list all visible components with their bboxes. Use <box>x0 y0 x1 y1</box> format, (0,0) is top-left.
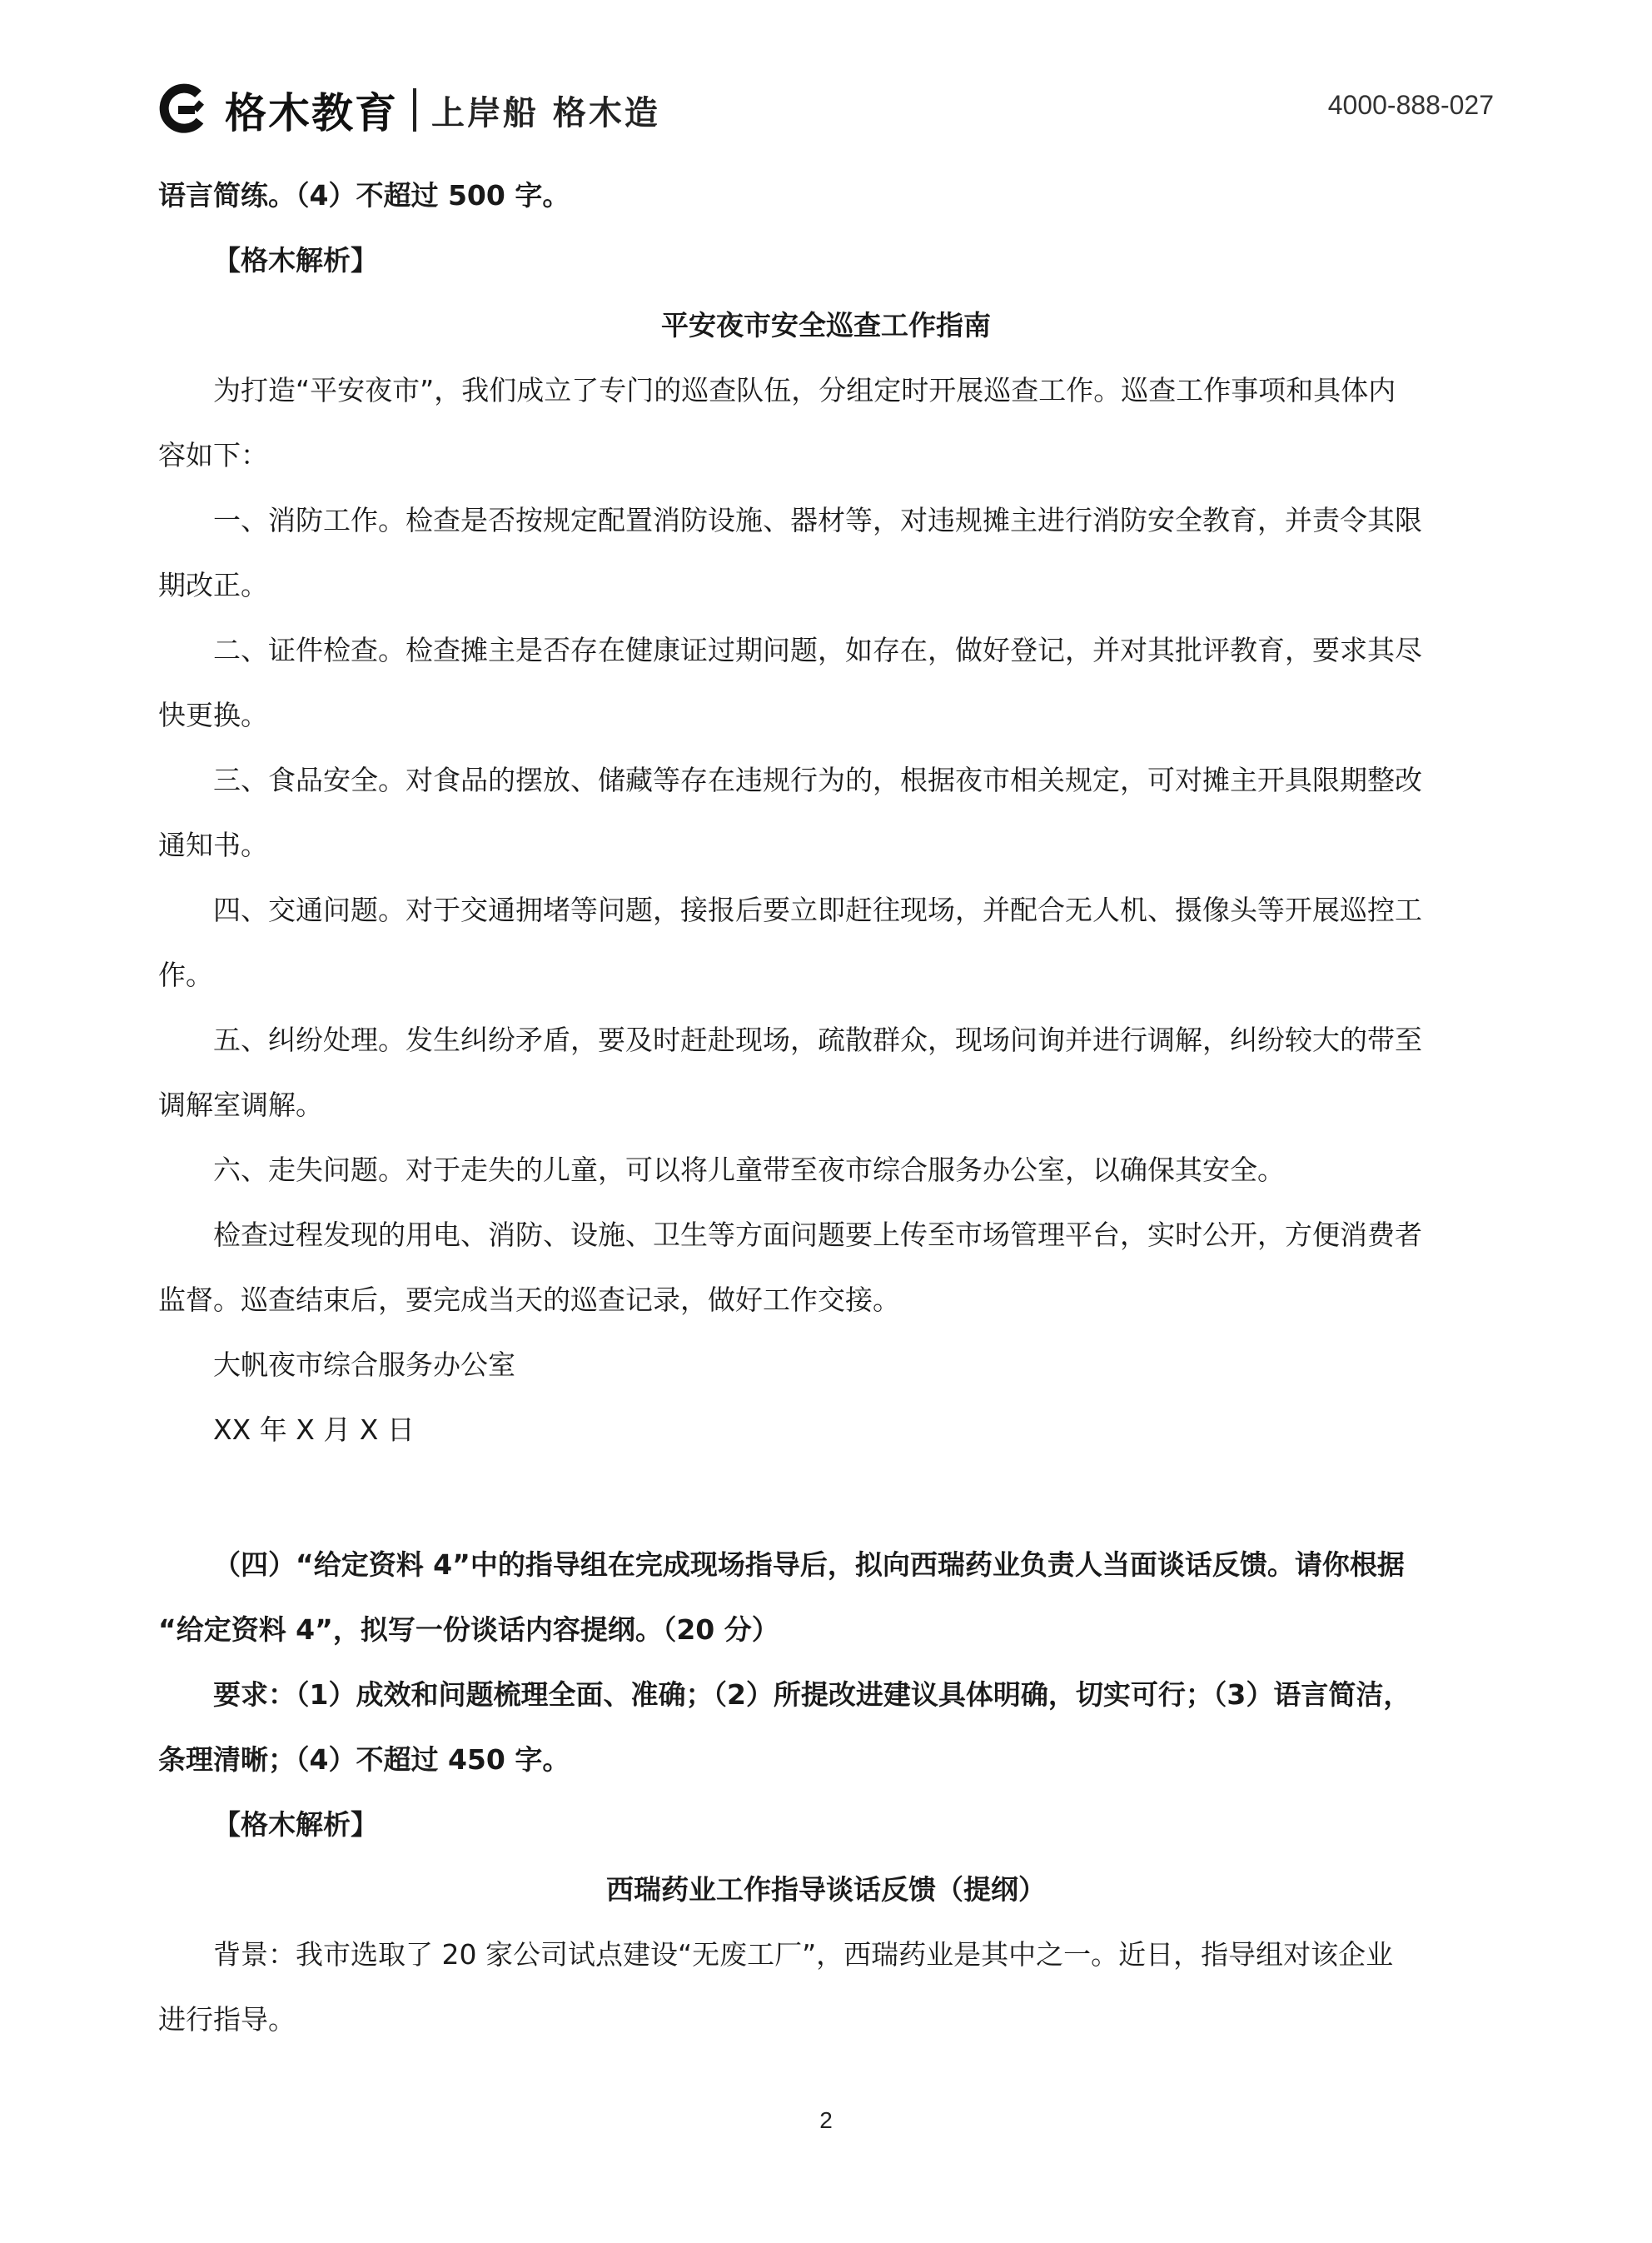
signature-date: XX 年 X 月 X 日 <box>213 1413 415 1446</box>
paragraph-line: 二、证件检查。检查摊主是否存在健康证过期问题，如存在，做好登记，并对其批评教育，要求其尽 <box>213 634 1422 666</box>
paragraph-line: 六、走失问题。对于走失的儿童，可以将儿童带至夜市综合服务办公室，以确保其安全。 <box>213 1154 1285 1186</box>
question-line: “给定资料 4”，拟写一份谈话内容提纲。（20 分） <box>158 1613 779 1646</box>
paragraph-line: 调解室调解。 <box>158 1089 323 1121</box>
paragraph-line: 通知书。 <box>158 829 268 861</box>
gemu-logo-icon <box>158 82 213 137</box>
question-line: （四）“给定资料 4”中的指导组在完成现场指导后，拟向西瑞药业负责人当面谈话反馈。请你根据 <box>213 1548 1405 1581</box>
page-header <box>0 0 1652 167</box>
paragraph-line: 进行指导。 <box>158 2003 296 2036</box>
document-body <box>158 163 1494 2052</box>
brand-slogan: 上岸船 格木造 <box>431 92 660 132</box>
brand-divider <box>413 88 416 132</box>
requirement-line: 要求：（1）成效和问题梳理全面、准确；（2）所提改进建议具体明确，切实可行；（3）语言简洁， <box>213 1678 1411 1711</box>
brand-name: 格木教育 <box>225 89 398 137</box>
paragraph-line: 期改正。 <box>158 569 268 601</box>
paragraph-line: 检查过程发现的用电、消防、设施、卫生等方面问题要上传至市场管理平台，实时公开，方便消费者 <box>213 1219 1422 1251</box>
paragraph-line: 五、纠纷处理。发生纠纷矛盾，要及时赶赴现场，疏散群众，现场问询并进行调解，纠纷较大的带至 <box>213 1024 1422 1056</box>
signature-org: 大帆夜市综合服务办公室 <box>213 1348 515 1381</box>
paragraph-line: 容如下： <box>158 439 268 471</box>
requirement-line: 条理清晰；（4）不超过 450 字。 <box>158 1743 570 1776</box>
requirement-tail: 语言简练。（4）不超过 500 字。 <box>158 179 570 212</box>
phone-number: 4000-888-027 <box>1327 90 1494 120</box>
document-title: 西瑞药业工作指导谈话反馈（提纲） <box>606 1873 1046 1906</box>
paragraph-line: 快更换。 <box>158 699 268 731</box>
section-gap <box>158 1463 1494 1533</box>
paragraph-line: 监督。巡查结束后，要完成当天的巡查记录，做好工作交接。 <box>158 1283 900 1316</box>
paragraph-line: 背景：我市选取了 20 家公司试点建设“无废工厂”，西瑞药业是其中之一。近日，指导组对该企业 <box>213 1938 1394 1971</box>
analysis-heading: 【格木解析】 <box>213 244 378 277</box>
brand-logo <box>158 83 660 137</box>
paragraph-line: 为打造“平安夜市”，我们成立了专门的巡查队伍，分组定时开展巡查工作。巡查工作事项和具体内 <box>213 374 1396 406</box>
paragraph-line: 一、消防工作。检查是否按规定配置消防设施、器材等，对违规摊主进行消防安全教育，并责令其限 <box>213 504 1422 536</box>
document-title: 平安夜市安全巡查工作指南 <box>661 309 991 341</box>
paragraph-line: 作。 <box>158 959 213 991</box>
paragraph-line: 四、交通问题。对于交通拥堵等问题，接报后要立即赶往现场，并配合无人机、摄像头等开展巡控工 <box>213 894 1422 926</box>
analysis-heading: 【格木解析】 <box>213 1808 378 1841</box>
paragraph-line: 三、食品安全。对食品的摆放、储藏等存在违规行为的，根据夜市相关规定，可对摊主开具限期整改 <box>213 764 1422 796</box>
page-number: 2 <box>819 2107 833 2133</box>
